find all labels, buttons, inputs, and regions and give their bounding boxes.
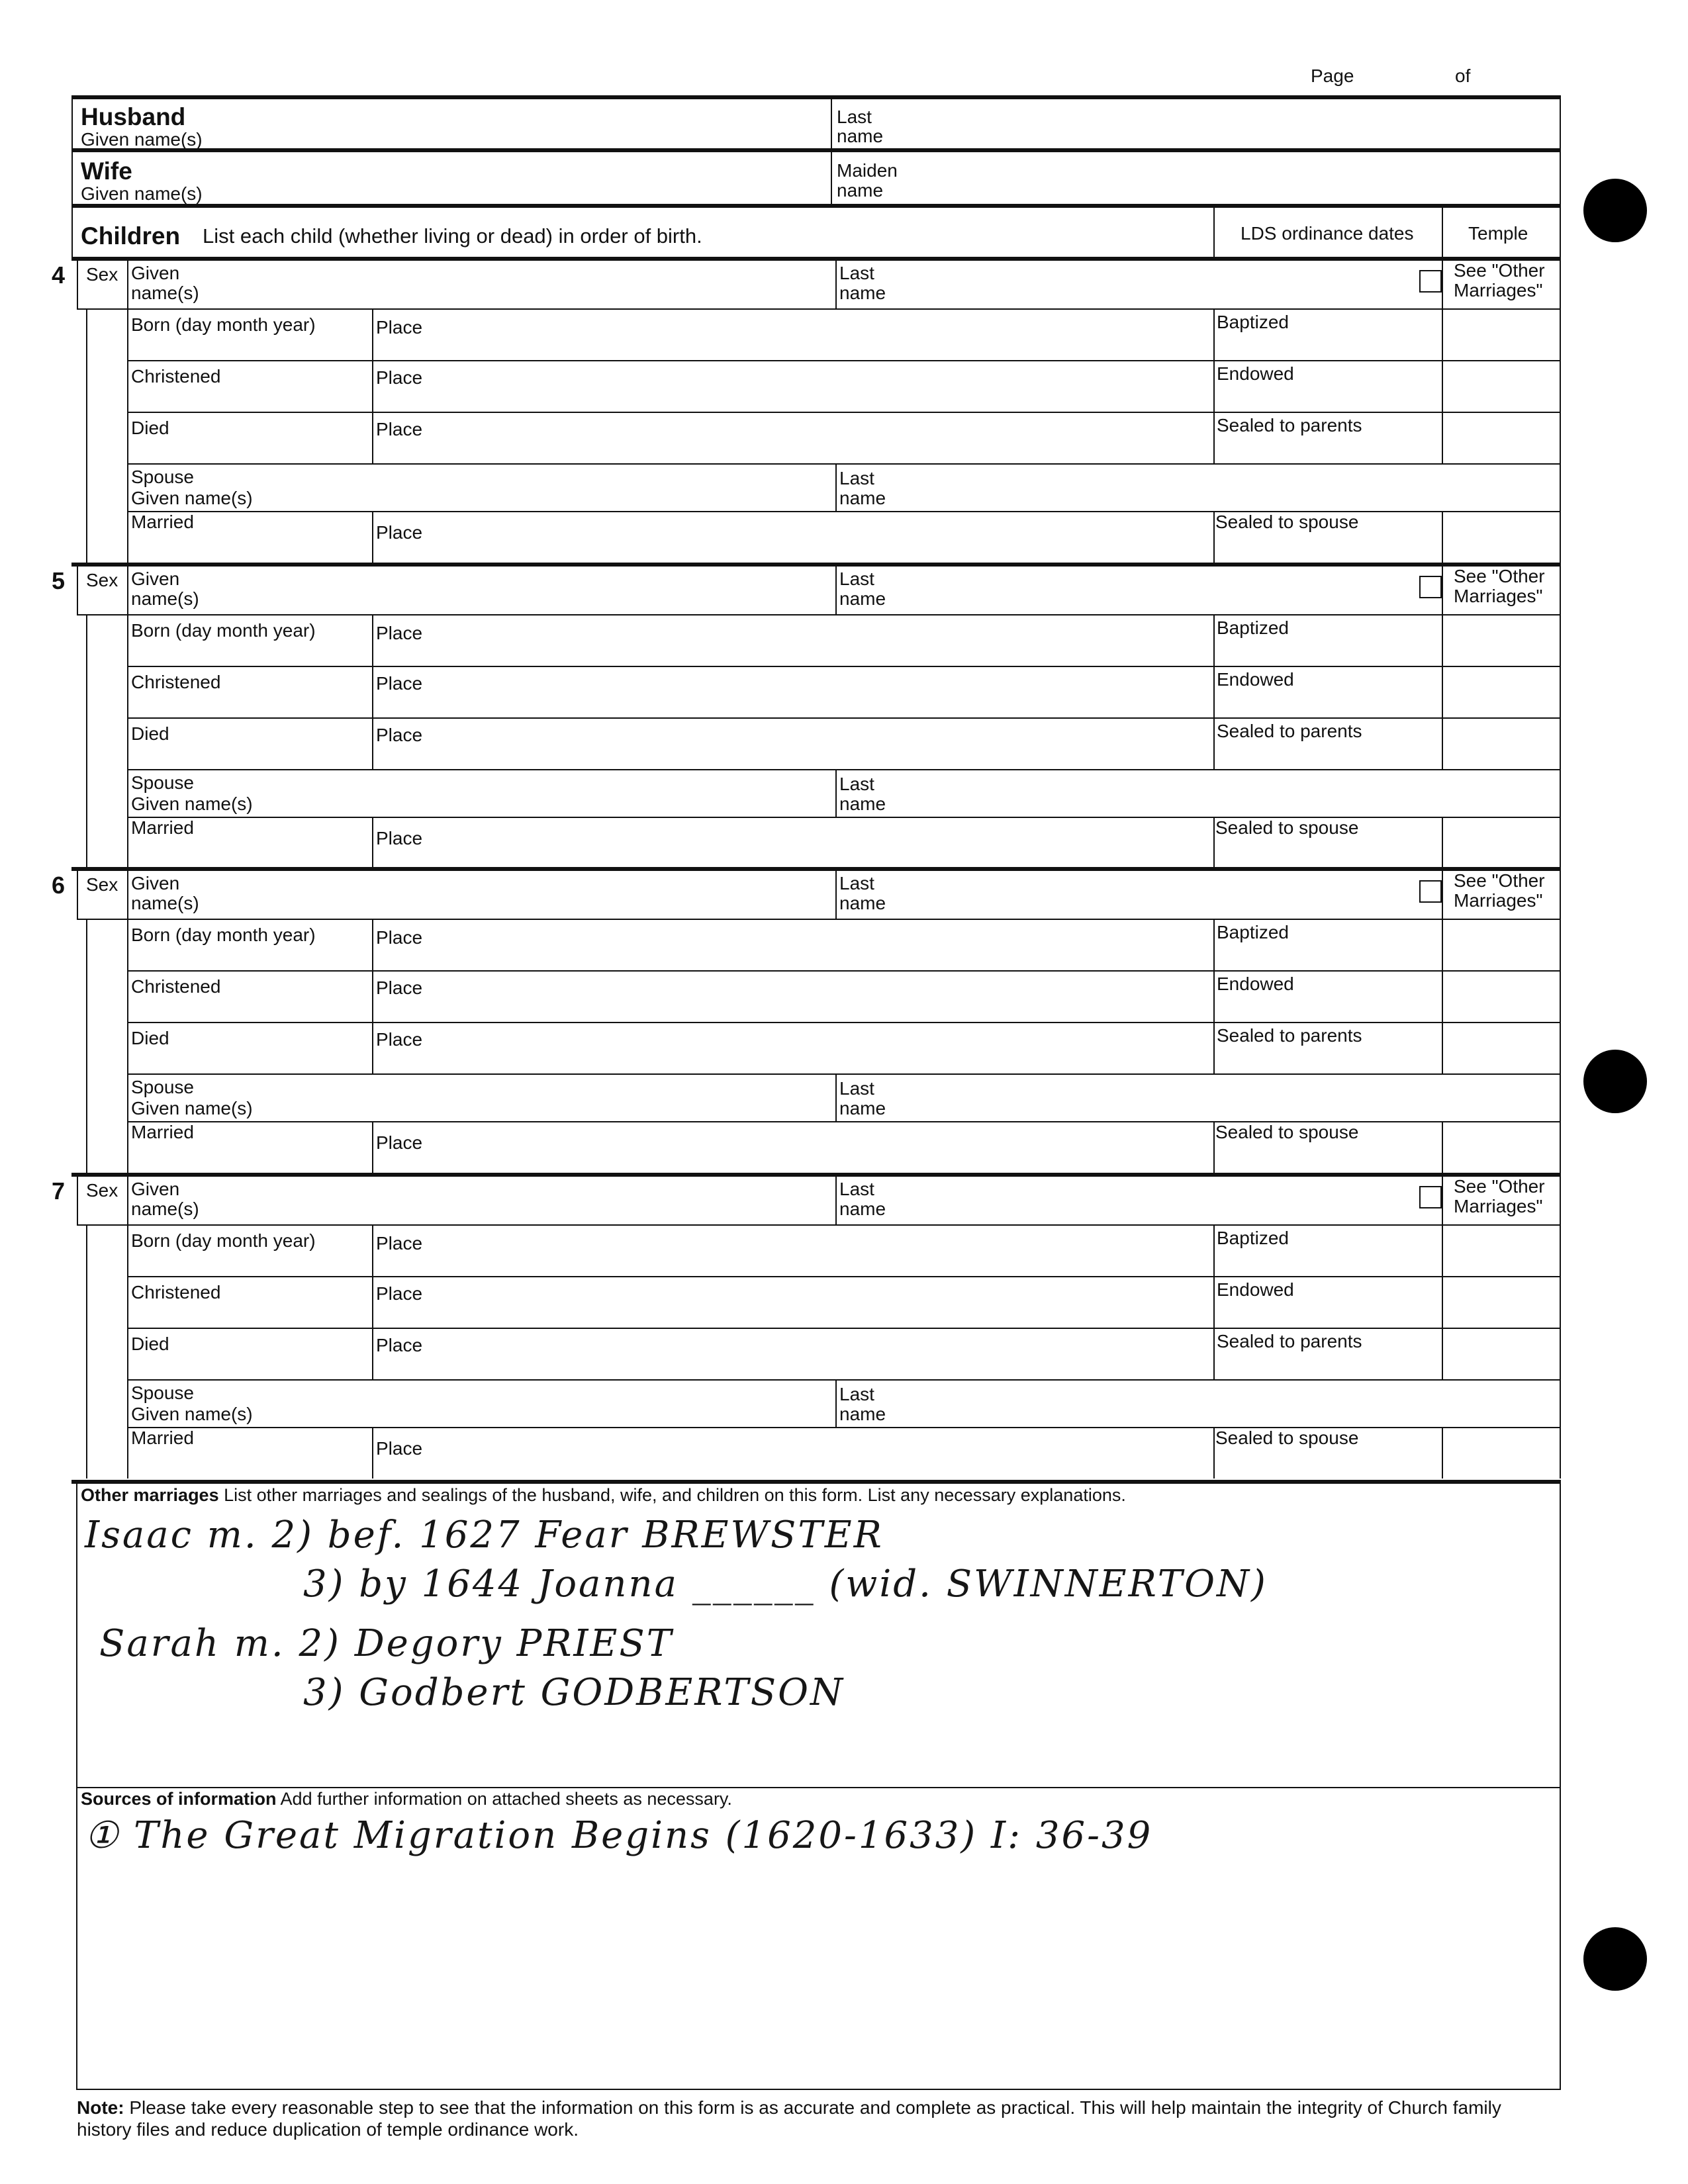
- born-label: Born (day month year): [131, 1230, 316, 1251]
- born-place-label: Place: [376, 317, 423, 338]
- child-given-label: Given: [131, 1179, 180, 1199]
- spouse-last-label-2: name: [839, 488, 886, 508]
- died-label: Died: [131, 1028, 169, 1048]
- see-other-marriages-label-2: Marriages": [1454, 890, 1543, 911]
- sources-handwritten: ① The Great Migration Begins (1620-1633) I: 36-39: [85, 1814, 1153, 1857]
- children-instruction: List each child (whether living or dead) in order of birth.: [203, 224, 702, 248]
- sealed-to-spouse-label: Sealed to spouse: [1215, 817, 1359, 838]
- children-title: Children: [81, 222, 181, 250]
- married-place-label: Place: [376, 1132, 423, 1153]
- endowed-label: Endowed: [1217, 363, 1294, 384]
- wife-given-label: Given name(s): [81, 183, 203, 204]
- spouse-given-label: Given name(s): [131, 1404, 253, 1424]
- sealed-to-spouse-label: Sealed to spouse: [1215, 1122, 1359, 1142]
- married-place-label: Place: [376, 1438, 423, 1459]
- note-title: Note:: [77, 2097, 124, 2118]
- christened-label: Christened: [131, 672, 221, 692]
- child-last-label: Last: [839, 263, 874, 283]
- born-label: Born (day month year): [131, 620, 316, 641]
- christened-place-label: Place: [376, 1283, 423, 1304]
- born-label: Born (day month year): [131, 925, 316, 945]
- endowed-label: Endowed: [1217, 1279, 1294, 1300]
- child-last-label-2: name: [839, 283, 886, 303]
- see-other-marriages-label-2: Marriages": [1454, 1196, 1543, 1216]
- died-label: Died: [131, 723, 169, 744]
- sources-title: Sources of information: [81, 1789, 277, 1809]
- christened-label: Christened: [131, 366, 221, 387]
- page-label: Page: [1311, 66, 1354, 86]
- spouse-label: Spouse: [131, 1383, 194, 1403]
- died-label: Died: [131, 418, 169, 438]
- endowed-label: Endowed: [1217, 669, 1294, 690]
- spouse-last-label-2: name: [839, 794, 886, 814]
- other-marriages-line-2: 3) by 1644 Joanna ______ (wid. SWINNERTON): [303, 1563, 1268, 1606]
- husband-last-label: Last: [837, 107, 872, 127]
- husband-last-label-2: name: [837, 126, 884, 146]
- see-other-marriages-checkbox[interactable]: [1419, 1186, 1442, 1208]
- born-label: Born (day month year): [131, 314, 316, 335]
- husband-title: Husband: [81, 103, 186, 130]
- see-other-marriages-label: See "Other: [1454, 1176, 1545, 1197]
- see-other-marriages-label-2: Marriages": [1454, 586, 1543, 606]
- other-marriages-line-1: Isaac m. 2) bef. 1627 Fear BREWSTER: [85, 1514, 884, 1557]
- spouse-given-label: Given name(s): [131, 794, 253, 814]
- other-marriages-instruction: List other marriages and sealings of the husband, wife, and children on this form. List any necessary explanations.: [224, 1485, 1126, 1505]
- husband-given-label: Given name(s): [81, 129, 203, 150]
- married-label: Married: [131, 512, 194, 532]
- sources-header: [81, 1789, 732, 1809]
- note-text: Please take every reasonable step to see that the information on this form is as accurate and complete as practical. This will help maintain the integrity of Church family history files and reduce duplication of temple ordinance work.: [77, 2097, 1501, 2140]
- child-last-label-2: name: [839, 588, 886, 609]
- see-other-marriages-label: See "Other: [1454, 566, 1545, 586]
- baptized-label: Baptized: [1217, 1228, 1289, 1248]
- child-last-label-2: name: [839, 1199, 886, 1219]
- born-place-label: Place: [376, 623, 423, 643]
- spouse-label: Spouse: [131, 772, 194, 793]
- see-other-marriages-label: See "Other: [1454, 260, 1545, 281]
- died-label: Died: [131, 1334, 169, 1354]
- christened-place-label: Place: [376, 673, 423, 694]
- sealed-to-spouse-label: Sealed to spouse: [1215, 1428, 1359, 1448]
- christened-place-label: Place: [376, 367, 423, 388]
- child-given-label-2: name(s): [131, 588, 199, 609]
- child-number: 5: [52, 567, 66, 594]
- married-place-label: Place: [376, 522, 423, 543]
- see-other-marriages-label-2: Marriages": [1454, 280, 1543, 300]
- other-marriages-line-4: 3) Godbert GODBERTSON: [303, 1671, 845, 1714]
- sealed-to-parents-label: Sealed to parents: [1217, 721, 1362, 741]
- child-last-label-2: name: [839, 893, 886, 913]
- died-place-label: Place: [376, 1335, 423, 1355]
- spouse-label: Spouse: [131, 1077, 194, 1097]
- child-number: 6: [52, 872, 66, 899]
- spouse-last-label-2: name: [839, 1098, 886, 1118]
- temple-label: Temple: [1468, 223, 1528, 244]
- sealed-to-parents-label: Sealed to parents: [1217, 1025, 1362, 1046]
- child-given-label: Given: [131, 569, 180, 589]
- baptized-label: Baptized: [1217, 312, 1289, 332]
- lds-ordinance-dates-label: LDS ordinance dates: [1241, 223, 1414, 244]
- spouse-last-label: Last: [839, 1384, 874, 1404]
- christened-label: Christened: [131, 976, 221, 997]
- married-place-label: Place: [376, 828, 423, 848]
- child-last-label: Last: [839, 569, 874, 589]
- died-place-label: Place: [376, 1029, 423, 1050]
- child-given-label: Given: [131, 263, 180, 283]
- child-number: 4: [52, 261, 66, 289]
- spouse-label: Spouse: [131, 467, 194, 487]
- born-place-label: Place: [376, 1233, 423, 1253]
- baptized-label: Baptized: [1217, 922, 1289, 942]
- wife-title: Wife: [81, 158, 132, 185]
- sex-label: Sex: [86, 264, 118, 285]
- see-other-marriages-checkbox[interactable]: [1419, 270, 1442, 293]
- sources-instruction: Add further information on attached sheets as necessary.: [280, 1789, 732, 1809]
- sex-label: Sex: [86, 1180, 118, 1201]
- see-other-marriages-checkbox[interactable]: [1419, 576, 1442, 598]
- other-marriages-title: Other marriages: [81, 1485, 219, 1505]
- child-last-label: Last: [839, 1179, 874, 1199]
- married-label: Married: [131, 1428, 194, 1448]
- sealed-to-parents-label: Sealed to parents: [1217, 415, 1362, 435]
- sex-label: Sex: [86, 874, 118, 895]
- other-marriages-line-3: Sarah m. 2) Degory PRIEST: [99, 1622, 674, 1665]
- died-place-label: Place: [376, 725, 423, 745]
- died-place-label: Place: [376, 419, 423, 439]
- christened-label: Christened: [131, 1282, 221, 1302]
- sealed-to-parents-label: Sealed to parents: [1217, 1331, 1362, 1351]
- spouse-given-label: Given name(s): [131, 488, 253, 508]
- married-label: Married: [131, 1122, 194, 1142]
- see-other-marriages-checkbox[interactable]: [1419, 880, 1442, 903]
- spouse-last-label: Last: [839, 1078, 874, 1099]
- spouse-given-label: Given name(s): [131, 1098, 253, 1118]
- christened-place-label: Place: [376, 978, 423, 998]
- of-label: of: [1455, 66, 1471, 86]
- see-other-marriages-label: See "Other: [1454, 870, 1545, 891]
- sex-label: Sex: [86, 570, 118, 590]
- wife-maiden-label-2: name: [837, 180, 884, 201]
- spouse-last-label: Last: [839, 468, 874, 488]
- child-given-label-2: name(s): [131, 893, 199, 913]
- married-label: Married: [131, 817, 194, 838]
- wife-maiden-label: Maiden: [837, 160, 898, 181]
- spouse-last-label: Last: [839, 774, 874, 794]
- child-number: 7: [52, 1177, 66, 1205]
- spouse-last-label-2: name: [839, 1404, 886, 1424]
- sealed-to-spouse-label: Sealed to spouse: [1215, 512, 1359, 532]
- born-place-label: Place: [376, 927, 423, 948]
- child-given-label: Given: [131, 873, 180, 893]
- endowed-label: Endowed: [1217, 974, 1294, 994]
- other-marriages-header: [81, 1485, 1126, 1505]
- note-block: [77, 2097, 1560, 2140]
- child-given-label-2: name(s): [131, 283, 199, 303]
- baptized-label: Baptized: [1217, 617, 1289, 638]
- child-last-label: Last: [839, 873, 874, 893]
- child-given-label-2: name(s): [131, 1199, 199, 1219]
